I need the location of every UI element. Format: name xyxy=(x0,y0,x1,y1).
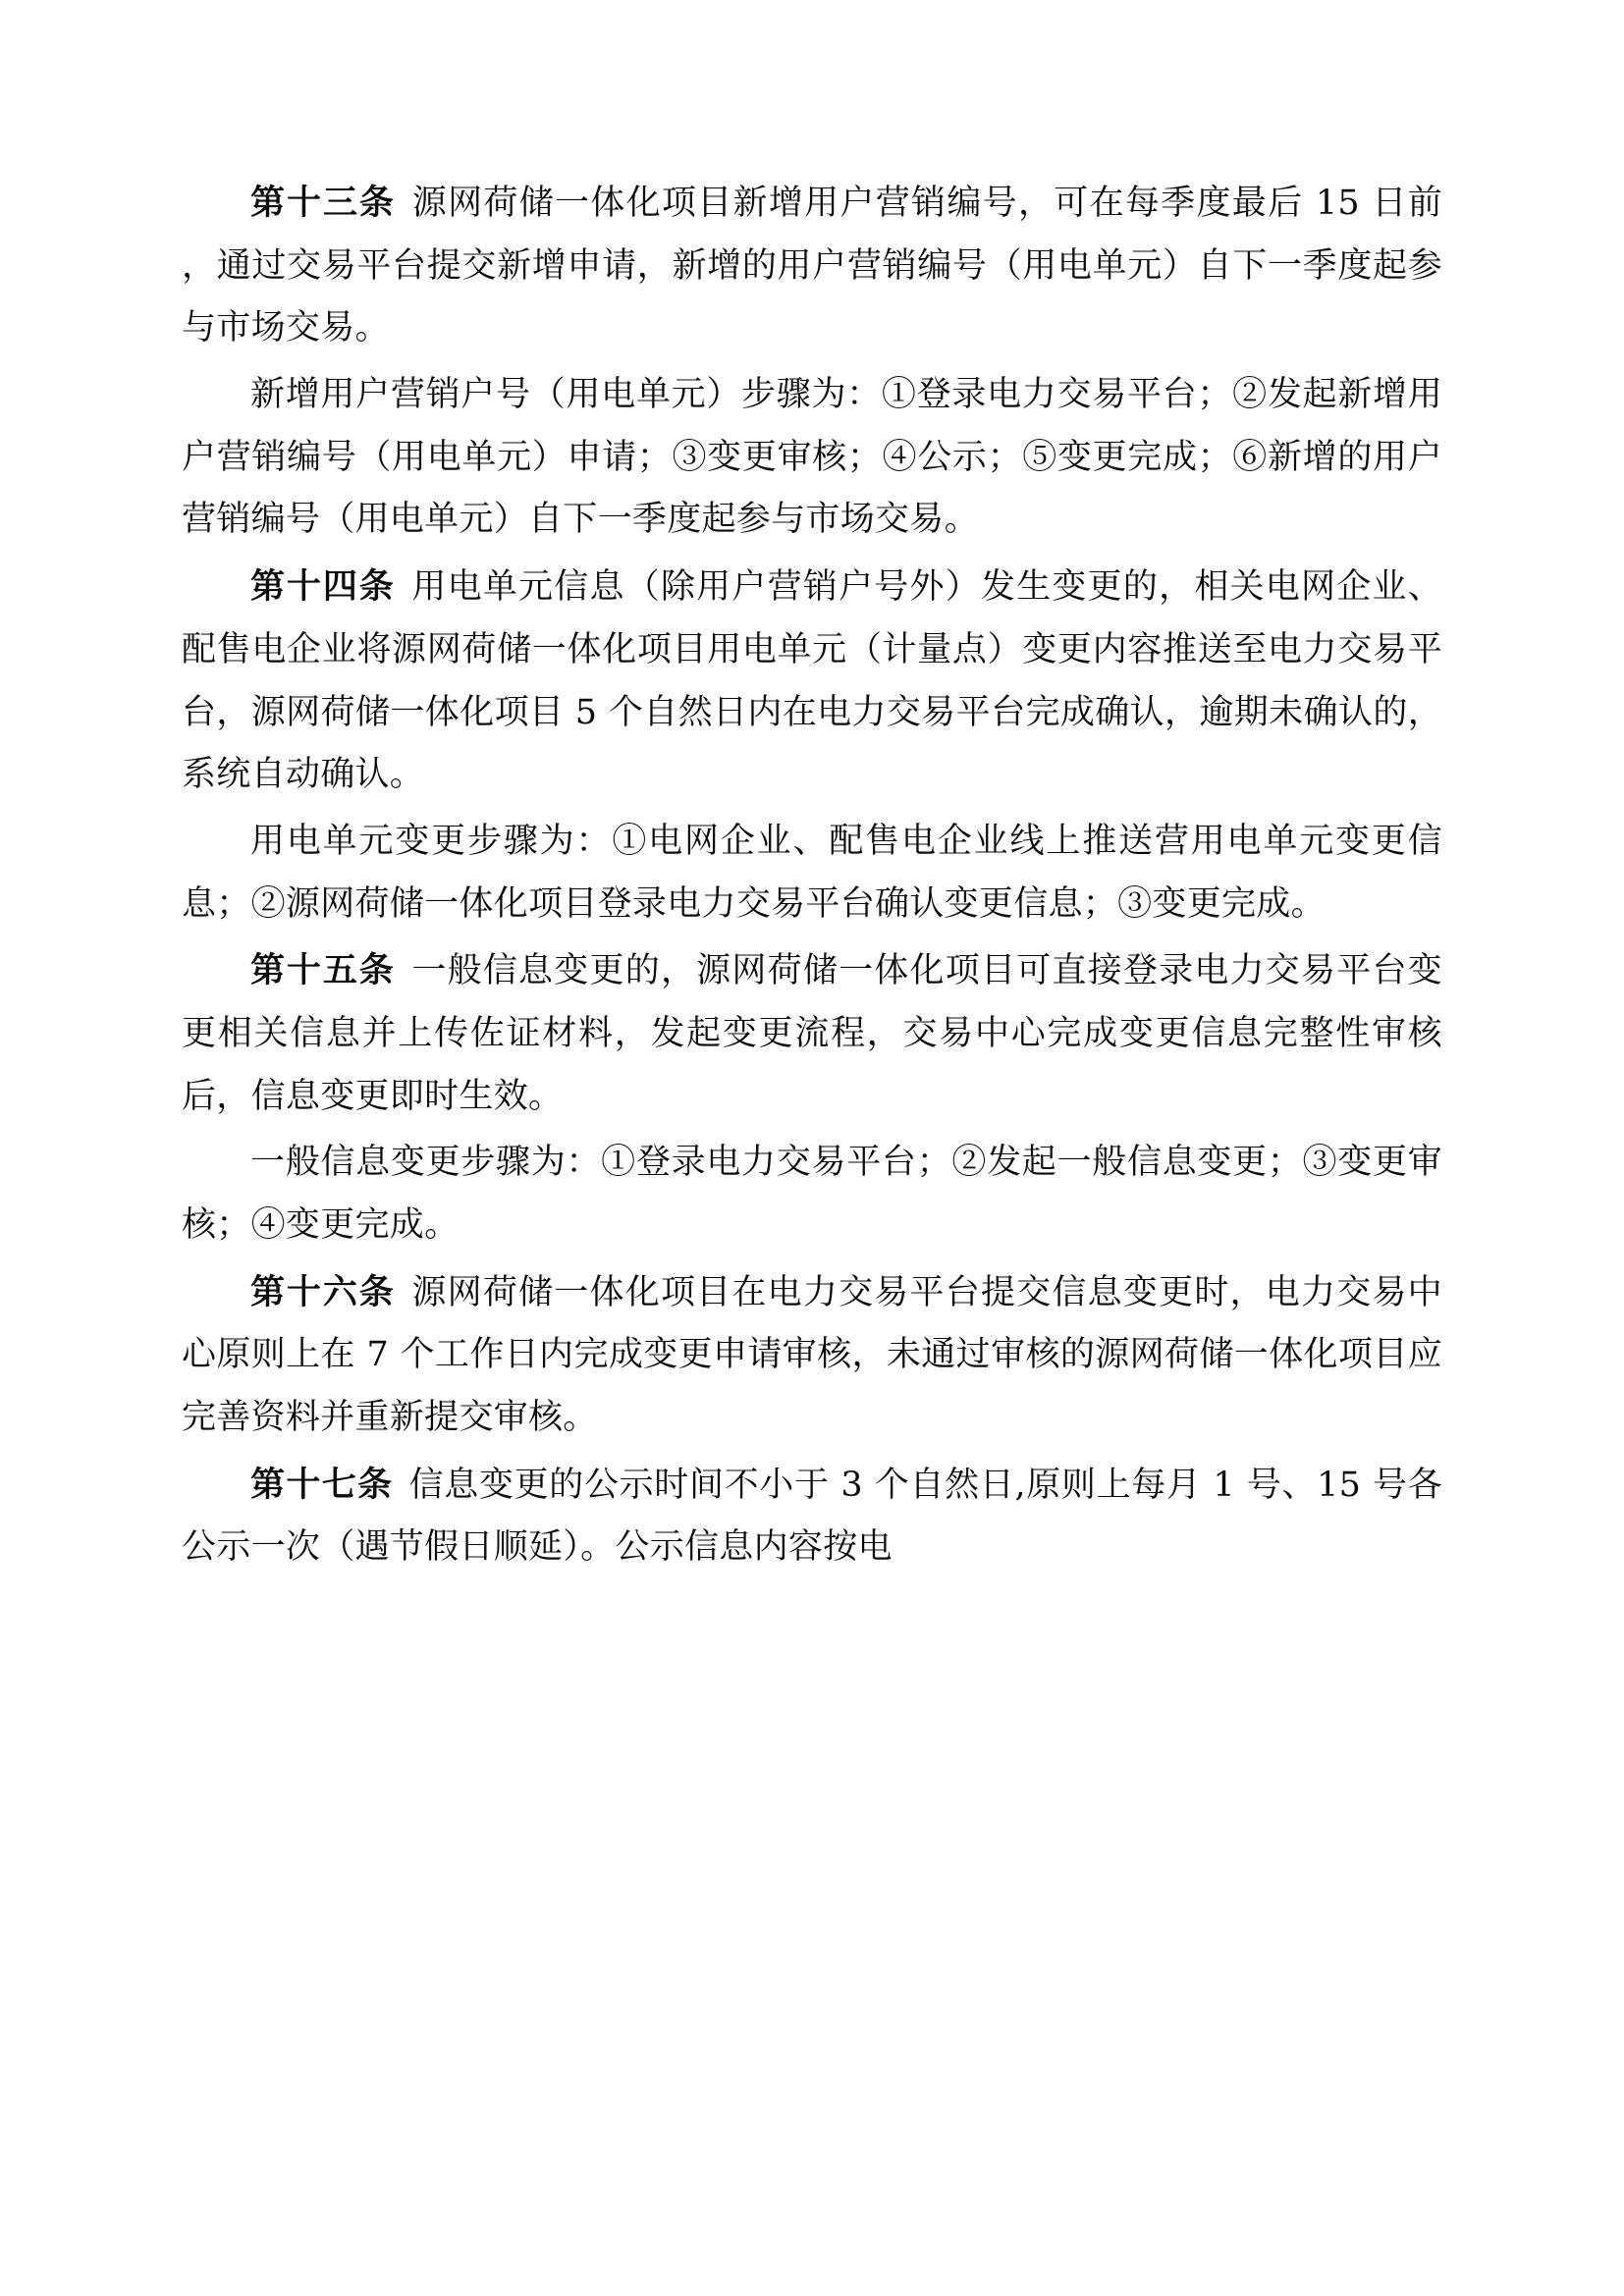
article-text: 源网荷储一体化项目在电力交易平台提交信息变更时，电力交易中心原则上在 7 个工作日内完成变更申请审核，未通过审核的源网荷储一体化项目应完善资料并重新提交审核。 xyxy=(182,1272,1442,1438)
article-text: 用电单元变更步骤为：①电网企业、配售电企业线上推送营用电单元变更信息；②源网荷储一体化项目登录电力交易平台确认变更信息；③变更完成。 xyxy=(182,821,1442,924)
article-text: 一般信息变更步骤为：①登录电力交易平台；②发起一般信息变更；③变更审核；④变更完成。 xyxy=(182,1143,1442,1245)
paragraph-article-13-steps xyxy=(182,364,1442,552)
paragraph-article-15 xyxy=(182,939,1442,1128)
article-heading: 第十三条 xyxy=(250,183,397,223)
paragraph-article-14 xyxy=(182,556,1442,807)
article-text: 一般信息变更的，源网荷储一体化项目可直接登录电力交易平台变更相关信息并上传佐证材料，发起变更流程，交易中心完成变更信息完整性审核后，信息变更即时生效。 xyxy=(182,951,1442,1116)
paragraph-article-14-steps xyxy=(182,811,1442,935)
paragraph-article-17 xyxy=(182,1454,1442,1579)
article-text: 源网荷储一体化项目新增用户营销编号，可在每季度最后 15 日前 ，通过交易平台提交新增申请，新增的用户营销编号（用电单元）自下一季度起参与市场交易。 xyxy=(182,184,1442,348)
document-body xyxy=(182,172,1442,1579)
paragraph-article-15-steps xyxy=(182,1132,1442,1256)
article-text: 用电单元信息（除用户营销户号外）发生变更的，相关电网企业、配售电企业将源网荷储一体化项目用电单元（计量点）变更内容推送至电力交易平台，源网荷储一体化项目 5 个自然日内在电力交易平台完成确认，逾期未确认的，系统自动确认。 xyxy=(182,567,1442,795)
article-heading: 第十六条 xyxy=(250,1271,396,1312)
paragraph-article-16 xyxy=(182,1261,1442,1450)
article-heading: 第十七条 xyxy=(250,1464,394,1505)
article-heading: 第十四条 xyxy=(250,566,396,608)
article-text: 新增用户营销户号（用电单元）步骤为：①登录电力交易平台；②发起新增用户营销编号（用电单元）申请；③变更审核；④公示；⑤变更完成；⑥新增的用户营销编号（用电单元）自下一季度起参与市场交易。 xyxy=(182,375,1442,540)
article-text: 信息变更的公示时间不小于 3 个自然日,原则上每月 1 号、15 号各公示一次（遇节假日顺延）。公示信息内容按电 xyxy=(182,1465,1442,1568)
paragraph-article-13 xyxy=(182,172,1442,360)
article-heading: 第十五条 xyxy=(250,950,396,991)
